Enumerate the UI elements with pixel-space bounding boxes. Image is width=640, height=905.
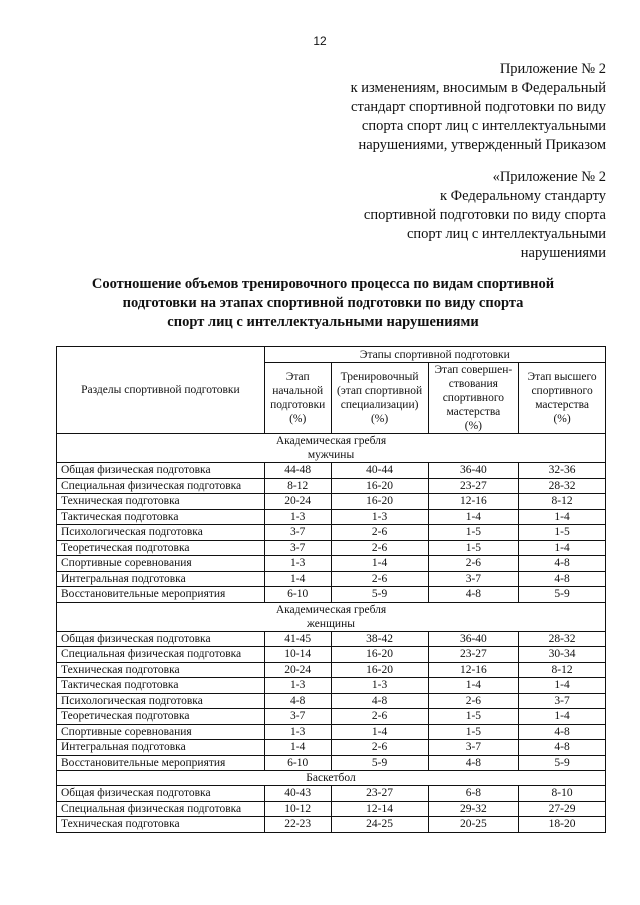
group-header-row (57, 771, 606, 786)
appendix-line: к Федеральному стандарту (439, 188, 606, 204)
percentage-cell: 40-43 (264, 786, 331, 802)
table-row (57, 740, 606, 756)
appendix-line: Приложение № 2 (499, 61, 606, 77)
percentage-cell: 1-4 (331, 556, 428, 572)
percentage-cell: 5-9 (519, 587, 606, 603)
section-name-cell: Спортивные соревнования (57, 724, 265, 740)
stage-column-header-line: спортивного (531, 385, 593, 397)
percentage-cell: 3-7 (428, 740, 519, 756)
section-name-cell: Интегральная подготовка (57, 571, 265, 587)
stage-column-header (331, 363, 428, 434)
table-row (57, 571, 606, 587)
percentage-cell: 1-4 (519, 509, 606, 525)
percentage-cell: 16-20 (331, 478, 428, 494)
section-name-cell: Теоретическая подготовка (57, 709, 265, 725)
group-title-line: Баскетбол (306, 772, 356, 784)
section-name-cell: Техническая подготовка (57, 817, 265, 833)
percentage-cell: 5-9 (331, 755, 428, 771)
stage-column-header-line: Этап (285, 371, 310, 383)
percentage-cell: 3-7 (519, 693, 606, 709)
percentage-cell: 5-9 (519, 755, 606, 771)
appendix-reference-changes (351, 60, 606, 155)
percentage-cell: 27-29 (519, 801, 606, 817)
percentage-cell: 1-4 (428, 509, 519, 525)
percentage-cell: 1-3 (264, 556, 331, 572)
percentage-cell: 1-5 (428, 525, 519, 541)
percentage-cell: 23-27 (428, 647, 519, 663)
percentage-cell: 10-14 (264, 647, 331, 663)
appendix-line: спорт лиц с интеллектуальными (406, 226, 606, 242)
percentage-cell: 5-9 (331, 587, 428, 603)
percentage-cell: 1-4 (519, 540, 606, 556)
percentage-cell: 6-8 (428, 786, 519, 802)
percentage-cell: 30-34 (519, 647, 606, 663)
table-row (57, 509, 606, 525)
percentage-cell: 6-10 (264, 587, 331, 603)
percentage-cell: 1-4 (428, 678, 519, 694)
stage-column-header-line: спортивного (442, 392, 505, 404)
appendix-line: спорта спорт лиц с интеллектуальными (361, 118, 606, 134)
percentage-cell: 23-27 (428, 478, 519, 494)
appendix-reference-standard (364, 168, 606, 263)
percentage-cell: 1-4 (331, 724, 428, 740)
section-name-cell: Техническая подготовка (57, 662, 265, 678)
table-row (57, 525, 606, 541)
percentage-cell: 1-5 (519, 525, 606, 541)
section-name-cell: Тактическая подготовка (57, 509, 265, 525)
table-row (57, 540, 606, 556)
percentage-cell: 4-8 (519, 724, 606, 740)
title-line: спорт лиц с интеллектуальными нарушениями (167, 314, 479, 330)
percentage-cell: 2-6 (331, 740, 428, 756)
percentage-cell: 2-6 (331, 571, 428, 587)
table-row (57, 801, 606, 817)
section-name-cell: Восстановительные мероприятия (57, 587, 265, 603)
stage-column-header-line: Тренировочный (340, 371, 419, 383)
document-title (40, 275, 606, 332)
percentage-cell: 20-25 (428, 817, 519, 833)
stage-column-header-line: (%) (370, 413, 389, 425)
percentage-cell: 3-7 (264, 540, 331, 556)
stage-column-header-line: мастерства (446, 406, 501, 418)
table-row (57, 678, 606, 694)
appendix-line: нарушениями (520, 245, 606, 261)
stage-column-header-line: ствования (448, 378, 498, 390)
percentage-cell: 2-6 (331, 525, 428, 541)
group-title-line: мужчины (307, 449, 355, 461)
percentage-cell: 1-5 (428, 540, 519, 556)
section-name-cell: Восстановительные мероприятия (57, 755, 265, 771)
section-name-cell: Психологическая подготовка (57, 693, 265, 709)
title-line: подготовки на этапах спортивной подготовки по виду спорта (122, 295, 524, 311)
table-row (57, 817, 606, 833)
section-name-cell: Техническая подготовка (57, 494, 265, 510)
percentage-cell: 1-3 (331, 509, 428, 525)
section-name-cell: Спортивные соревнования (57, 556, 265, 572)
appendix-line: спортивной подготовки по виду спорта (363, 207, 606, 223)
percentage-cell: 8-10 (519, 786, 606, 802)
percentage-cell: 40-44 (331, 463, 428, 479)
percentage-cell: 4-8 (428, 587, 519, 603)
section-name-cell: Теоретическая подготовка (57, 540, 265, 556)
group-header-row (57, 434, 606, 463)
stage-column-header-line: (этап спортивной (336, 385, 423, 397)
stage-column-header-line: Этап совершен- (434, 364, 513, 376)
percentage-cell: 20-24 (264, 662, 331, 678)
table-row (57, 709, 606, 725)
percentage-cell: 1-3 (264, 678, 331, 694)
section-name-cell: Общая физическая подготовка (57, 631, 265, 647)
table-row (57, 556, 606, 572)
group-header-row (57, 602, 606, 631)
title-line: Соотношение объемов тренировочного процесса по видам спортивной (91, 276, 555, 292)
appendix-line: нарушениями, утвержденный Приказом (358, 137, 606, 153)
percentage-cell: 4-8 (264, 693, 331, 709)
table-row (57, 662, 606, 678)
percentage-cell: 16-20 (331, 494, 428, 510)
percentage-cell: 4-8 (519, 556, 606, 572)
percentage-cell: 2-6 (331, 540, 428, 556)
percentage-cell: 16-20 (331, 662, 428, 678)
group-title-line: Академическая гребля (275, 435, 387, 447)
stage-column-header (519, 363, 606, 434)
percentage-cell: 44-48 (264, 463, 331, 479)
appendix-line: «Приложение № 2 (492, 169, 606, 185)
percentage-cell: 1-4 (264, 571, 331, 587)
stage-column-header-line: Этап высшего (527, 371, 597, 383)
percentage-cell: 36-40 (428, 463, 519, 479)
table-row (57, 724, 606, 740)
percentage-cell: 38-42 (331, 631, 428, 647)
percentage-cell: 22-23 (264, 817, 331, 833)
percentage-cell: 41-45 (264, 631, 331, 647)
percentage-cell: 12-14 (331, 801, 428, 817)
page-number: 12 (313, 34, 327, 48)
stages-header: Этапы спортивной подготовки (264, 347, 605, 363)
stage-column-header-line: мастерства (535, 399, 589, 411)
percentage-cell: 2-6 (331, 709, 428, 725)
table-row (57, 478, 606, 494)
percentage-cell: 1-4 (519, 678, 606, 694)
percentage-cell: 24-25 (331, 817, 428, 833)
percentage-cell: 29-32 (428, 801, 519, 817)
appendix-line: стандарт спортивной подготовки по виду (351, 99, 606, 115)
group-title (57, 771, 606, 786)
stage-column-header-line: (%) (464, 420, 482, 432)
section-name-cell: Специальная физическая подготовка (57, 801, 265, 817)
percentage-cell: 4-8 (331, 693, 428, 709)
section-name-cell: Специальная физическая подготовка (57, 647, 265, 663)
table-row (57, 463, 606, 479)
percentage-cell: 1-4 (519, 709, 606, 725)
section-name-cell: Интегральная подготовка (57, 740, 265, 756)
percentage-cell: 8-12 (264, 478, 331, 494)
section-name-cell: Психологическая подготовка (57, 525, 265, 541)
percentage-cell: 10-12 (264, 801, 331, 817)
percentage-cell: 8-12 (519, 662, 606, 678)
percentage-cell: 3-7 (428, 571, 519, 587)
table-row (57, 587, 606, 603)
stage-column-header-line: специализации) (340, 399, 419, 411)
stage-column-header (264, 363, 331, 434)
percentage-cell: 4-8 (428, 755, 519, 771)
section-name-cell: Общая физическая подготовка (57, 786, 265, 802)
section-name-cell: Специальная физическая подготовка (57, 478, 265, 494)
table-row (57, 647, 606, 663)
section-name-cell: Общая физическая подготовка (57, 463, 265, 479)
percentage-cell: 1-4 (264, 740, 331, 756)
percentage-cell: 3-7 (264, 525, 331, 541)
percentage-cell: 3-7 (264, 709, 331, 725)
table-row (57, 693, 606, 709)
percentage-cell: 36-40 (428, 631, 519, 647)
percentage-cell: 1-3 (264, 724, 331, 740)
percentage-cell: 8-12 (519, 494, 606, 510)
stage-column-header-line: (%) (289, 413, 307, 425)
percentage-cell: 20-24 (264, 494, 331, 510)
table-row (57, 631, 606, 647)
percentage-cell: 18-20 (519, 817, 606, 833)
percentage-cell: 32-36 (519, 463, 606, 479)
percentage-cell: 1-5 (428, 724, 519, 740)
percentage-cell: 28-32 (519, 631, 606, 647)
table-row (57, 494, 606, 510)
percentage-cell: 2-6 (428, 556, 519, 572)
stage-column-header-line: начальной (272, 385, 324, 397)
percentage-cell: 16-20 (331, 647, 428, 663)
percentage-cell: 28-32 (519, 478, 606, 494)
percentage-cell: 6-10 (264, 755, 331, 771)
group-title (57, 434, 606, 463)
table-row (57, 755, 606, 771)
group-title-line: женщины (307, 617, 355, 630)
percentage-cell: 23-27 (331, 786, 428, 802)
section-name-cell: Тактическая подготовка (57, 678, 265, 694)
group-title-line: Академическая гребля (275, 603, 387, 616)
stage-column-header-line: подготовки (270, 399, 326, 411)
percentage-cell: 2-6 (428, 693, 519, 709)
percentage-cell: 4-8 (519, 571, 606, 587)
appendix-line: к изменениям, вносимым в Федеральный (350, 80, 606, 96)
table-row (57, 786, 606, 802)
stage-column-header-line: (%) (553, 413, 571, 425)
percentage-cell: 12-16 (428, 662, 519, 678)
percentage-cell: 4-8 (519, 740, 606, 756)
stage-column-header (428, 363, 519, 434)
percentage-cell: 12-16 (428, 494, 519, 510)
percentage-cell: 1-3 (264, 509, 331, 525)
sections-header: Разделы спортивной подготовки (57, 347, 265, 434)
percentage-cell: 1-3 (331, 678, 428, 694)
training-volume-table (56, 346, 606, 833)
group-title (57, 602, 606, 631)
percentage-cell: 1-5 (428, 709, 519, 725)
